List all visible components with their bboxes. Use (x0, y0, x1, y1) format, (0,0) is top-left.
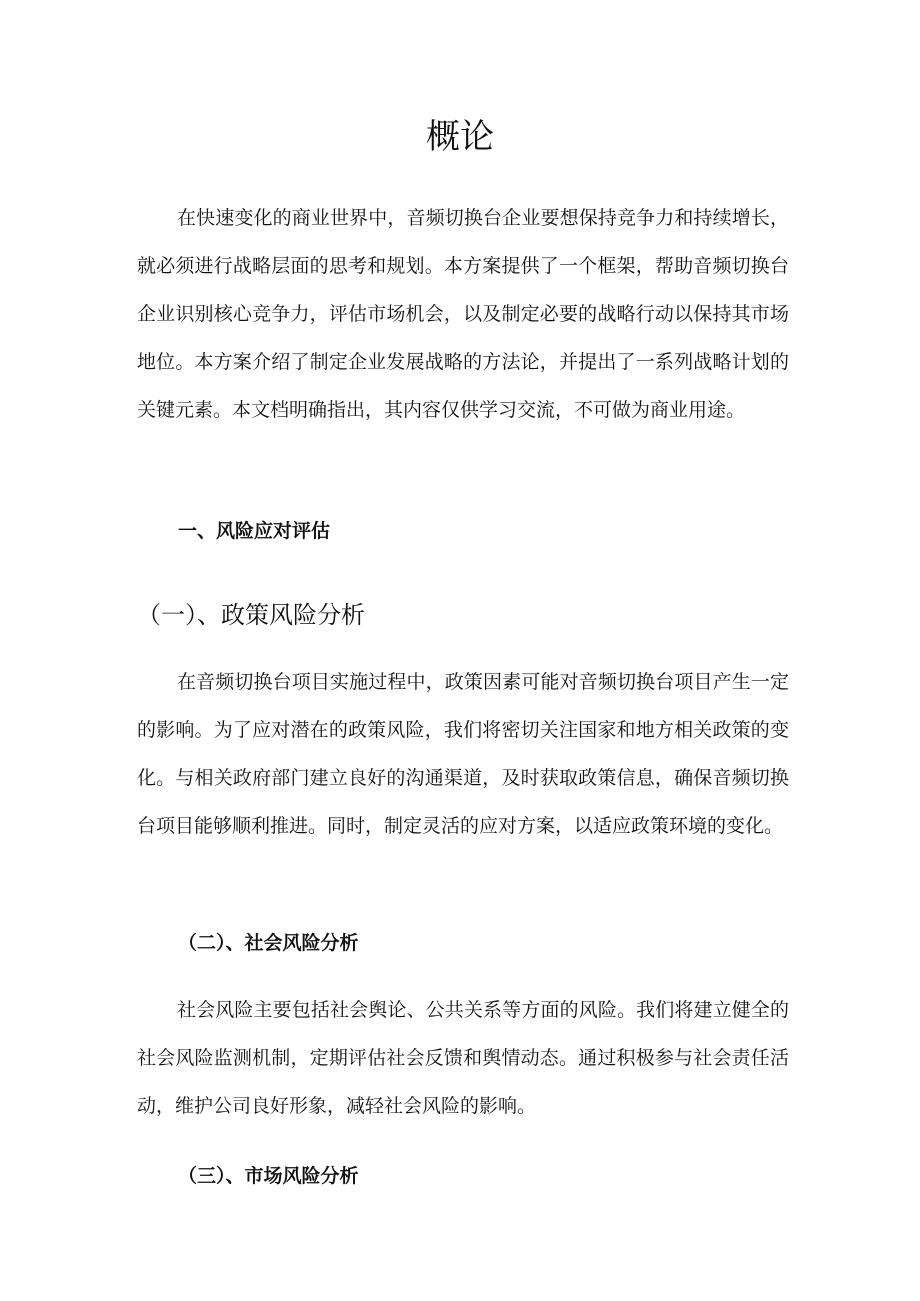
intro-paragraph: 在快速变化的商业世界中，音频切换台企业要想保持竞争力和持续增长，就必须进行战略层面的思考和规划。本方案提供了一个框架，帮助音频切换台企业识别核心竞争力，评估市场机会，以及制定必要的战略行动以保持其市场地位。本方案介绍了制定企业发展战略的方法论，并提出了一系列战略计划的关键元素。本文档明确指出，其内容仅供学习交流，不可做为商业用途。 (137, 207, 789, 421)
policy-risk-paragraph: 在音频切换台项目实施过程中，政策因素可能对音频切换台项目产生一定的影响。为了应对潜在的政策风险，我们将密切关注国家和地方相关政策的变化。与相关政府部门建立良好的沟通渠道，及时获取政策信息，确保音频切换台项目能够顺利推进。同时，制定灵活的应对方案，以适应政策环境的变化。 (137, 671, 789, 837)
social-risk-paragraph: 社会风险主要包括社会舆论、公共关系等方面的风险。我们将建立健全的社会风险监测机制，定期评估社会反馈和舆情动态。通过积极参与社会责任活动，维护公司良好形象，减轻社会风险的影响。 (137, 999, 789, 1117)
section-heading-risk-assessment: 一、风险应对评估 (178, 520, 331, 542)
subsection-heading-market-risk: （三）、市场风险分析 (178, 1165, 359, 1187)
subsection-heading-policy-risk: （一）、政策风险分析 (137, 601, 365, 629)
subsection-heading-social-risk: （二）、社会风险分析 (178, 932, 359, 954)
document-title: 概论 (426, 117, 494, 157)
